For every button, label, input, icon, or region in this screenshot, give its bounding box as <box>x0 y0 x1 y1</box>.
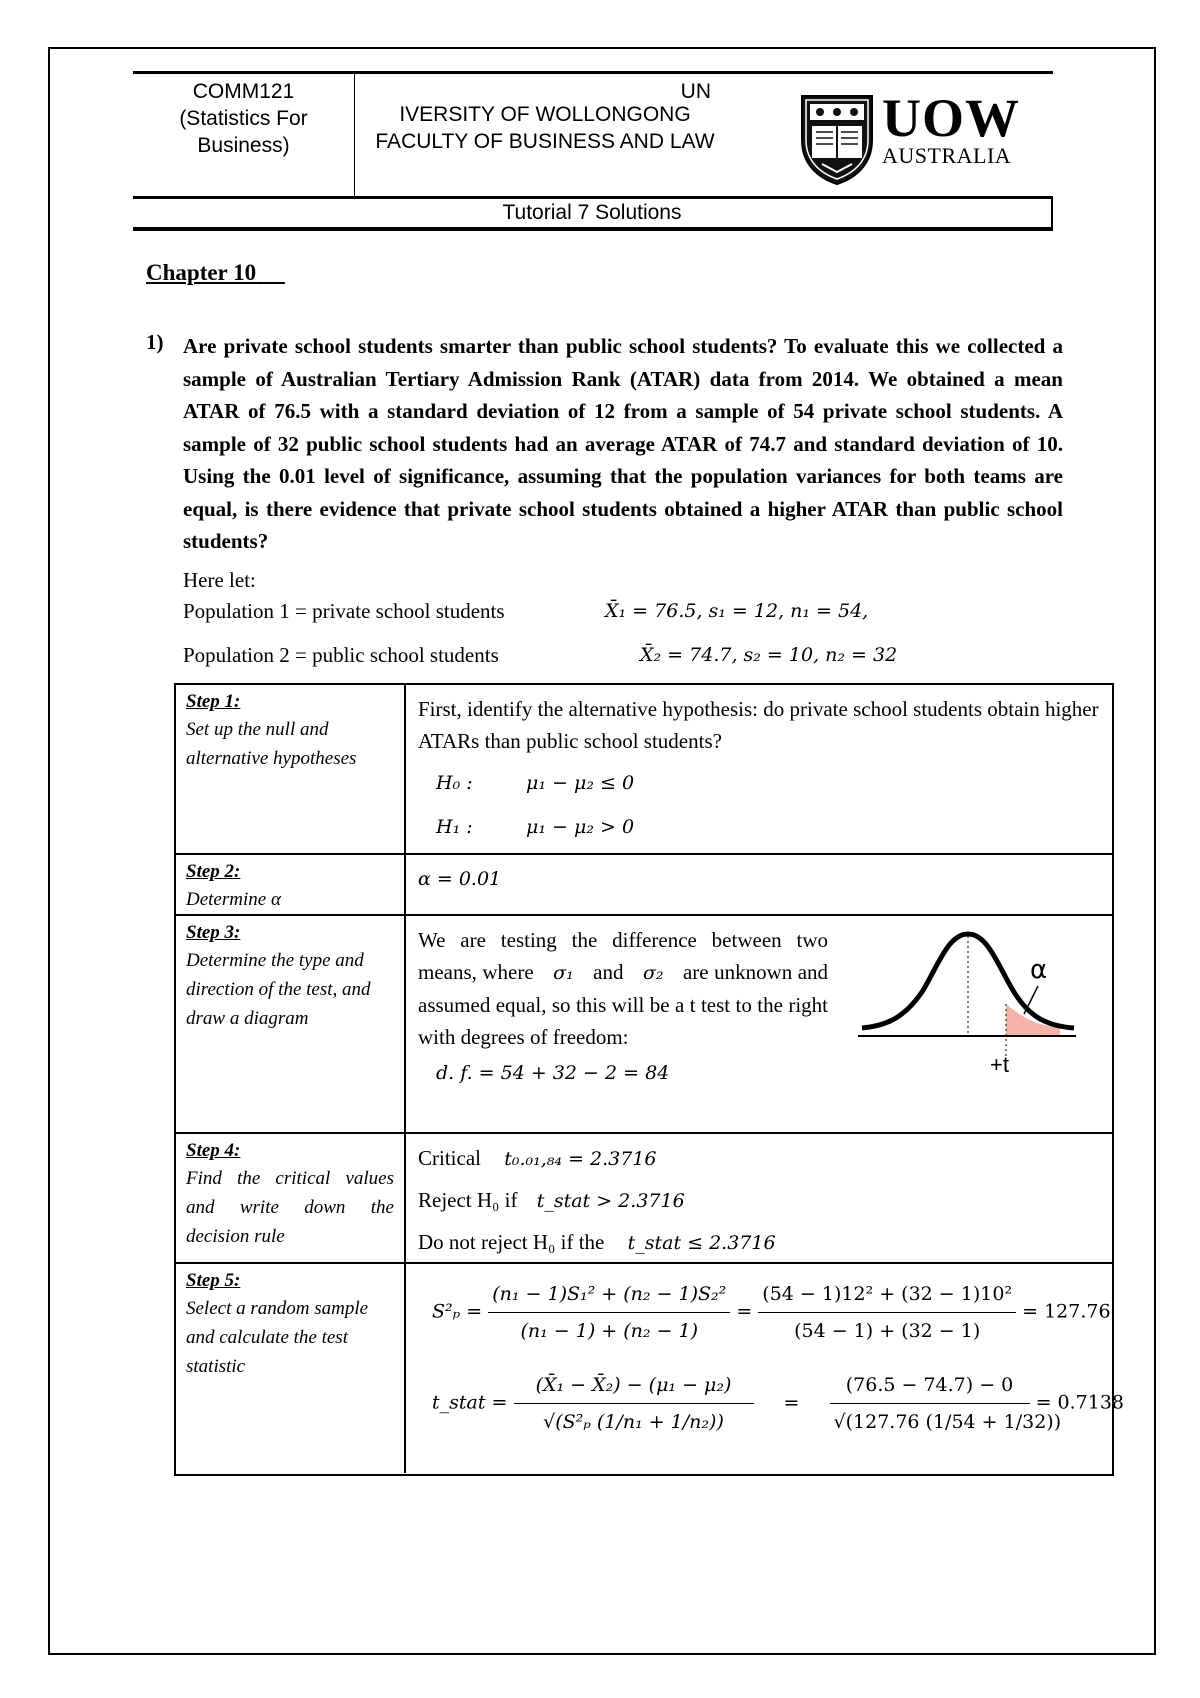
t-distribution-diagram <box>858 926 1078 1086</box>
population-1: Population 1 = private school students <box>183 599 505 623</box>
step-3-and: and <box>593 960 624 984</box>
critical-label: Critical <box>418 1146 481 1170</box>
step-4-title: Step 4: <box>186 1140 241 1161</box>
critical-value: t₀.₀₁,₈₄ = 2.3716 <box>504 1148 657 1170</box>
steps-table <box>174 683 1125 1476</box>
university-name: IVERSITY OF WOLLONGONG <box>399 103 691 126</box>
step-3-are: are <box>682 960 709 984</box>
step-2-alpha: α = 0.01 <box>418 868 502 890</box>
course-name-line1: (Statistics For <box>179 107 308 130</box>
pooled-variance-formula: S²ₚ = $\frac{\text{(n₁ − 1)S₁² + (n₂ − 1)S₂²}}{\text{(n₁ − 1) + (n₂ − 1)}}$ = $\frac{\text{(54 − 1)12² + (32 − 1)10²}}{(54 - 1) + (32 - 1)}$ = 127.76 <box>432 1278 1100 1347</box>
population-2: Population 2 = public school students <box>183 643 499 667</box>
logo-wordmark: UOW <box>882 88 1020 148</box>
chapter-heading: Chapter 10 <box>146 260 257 285</box>
sp-denominator: (n₁ − 1) + (n₂ − 1) <box>520 1320 699 1342</box>
tutorial-title: Tutorial 7 Solutions <box>133 199 1053 231</box>
faculty-name: FACULTY OF BUSINESS AND LAW <box>375 130 715 153</box>
t-label: +t <box>990 1052 1009 1077</box>
step-1-desc: Set up the null and alternative hypotheses <box>186 719 357 769</box>
alpha-label: α <box>1030 955 1048 985</box>
step-2-desc: Determine α <box>186 889 281 910</box>
step-3-row <box>176 916 1112 1134</box>
step-4-desc: Find the critical values and write down the decision rule <box>186 1168 394 1247</box>
question-text: Are private school students smarter than public school students? To evaluate this we collected a sample of Australian Tertiary Admission Rank (ATAR) data from 2014. We obtained a mean ATAR of 76.5 with a standard deviation of 12 from a sample of 54 private school students. A sample of 32 public school students had an average ATAR of 74.7 and standard deviation of 10. Using the 0.01 level of significance, assuming that the population variances for both teams are equal, is there evidence that private school students obtained a higher ATAR than public school students? <box>183 334 1063 553</box>
h0-label: H₀ : <box>436 772 473 794</box>
t-numerator: (X̄₁ − X̄₂) − (μ₁ − μ₂) <box>514 1369 754 1404</box>
t-lhs: t_stat = <box>432 1391 508 1414</box>
logo-subtitle: AUSTRALIA <box>882 143 1012 168</box>
step-2-title: Step 2: <box>186 861 241 882</box>
h1-label: H₁ : <box>436 816 473 838</box>
course-name-line2: Business) <box>197 134 290 157</box>
sigma-1: σ₁ <box>553 962 574 984</box>
university-name-un: UN <box>680 80 711 103</box>
step-4-row <box>176 1134 1112 1264</box>
reject-rule: t_stat > 2.3716 <box>536 1190 685 1212</box>
t-denominator-values: √(127.76 (1/54 + 1/32)) <box>833 1411 1062 1433</box>
step-5-title: Step 5: <box>186 1270 241 1291</box>
let-intro: Here let: <box>183 568 256 592</box>
step-5-desc: Select a random sample and calculate the test statistic <box>186 1298 369 1377</box>
reject-label: Reject H₀ if <box>418 1188 518 1212</box>
population-2-values: X̄₂ = 74.7, s₂ = 10, n₂ = 32 <box>640 644 898 666</box>
step-3-text-a: We are testing the difference between two means, where <box>418 928 828 984</box>
sp-result: = 127.76 <box>1022 1300 1111 1323</box>
h1-expression: μ₁ − μ₂ > 0 <box>526 816 635 838</box>
not-reject-rule: t_stat ≤ 2.3716 <box>627 1232 776 1254</box>
document-header <box>133 71 1053 199</box>
step-1-text: First, identify the alternative hypothesis: do private school students obtain higher ATARs than public school students? <box>418 697 1099 753</box>
t-result: = 0.7138 <box>1035 1391 1125 1414</box>
step-3-desc: Determine the type and direction of the test, and draw a diagram <box>186 950 371 1029</box>
step-1-title: Step 1: <box>186 691 241 712</box>
course-info <box>133 74 355 196</box>
step-3-text-b: unknown and assumed equal, so this will be a t test to the right with degrees of freedom: <box>418 960 829 1049</box>
t-stat-formula: t_stat = $\frac{\text{(X̄₁ − X̄₂) − (μ₁ − μ₂)}}{\text{√(S²ₚ (1/n₁ + 1/n₂))}}$ = $\frac{(76.5 - 74.7) - 0}{√(127.76 (1/54 + 1/32))}$ = 0.7138 <box>432 1369 1100 1438</box>
t-denominator: √(S²ₚ (1/n₁ + 1/n₂)) <box>543 1411 724 1433</box>
sp-denominator-values: (54 − 1) + (32 − 1) <box>794 1320 981 1342</box>
step-3-title: Step 3: <box>186 922 241 943</box>
step-1-row <box>176 685 1112 855</box>
t-numerator-values: (76.5 − 74.7) − 0 <box>830 1369 1030 1404</box>
course-code: COMM121 <box>192 80 295 103</box>
sp-lhs: S²ₚ = <box>432 1300 483 1323</box>
population-1-values: X̄₁ = 76.5, s₁ = 12, n₁ = 54, <box>605 600 869 622</box>
sigma-2: σ₂ <box>642 962 664 984</box>
degrees-of-freedom: d. f. = 54 + 32 − 2 = 84 <box>436 1062 670 1084</box>
not-reject-label: Do not reject H₀ if the <box>418 1230 605 1254</box>
rejection-region <box>1006 1004 1060 1036</box>
question-number: 1) <box>146 330 164 354</box>
step-5-row <box>176 1264 1125 1473</box>
crest-icon <box>798 90 876 186</box>
sp-numerator: (n₁ − 1)S₁² + (n₂ − 1)S₂² <box>488 1278 730 1313</box>
h0-expression: μ₁ − μ₂ ≤ 0 <box>526 772 635 794</box>
step-2-row <box>176 855 1112 916</box>
sp-numerator-values: (54 − 1)12² + (32 − 1)10² <box>758 1278 1016 1313</box>
uow-logo <box>798 90 1038 194</box>
